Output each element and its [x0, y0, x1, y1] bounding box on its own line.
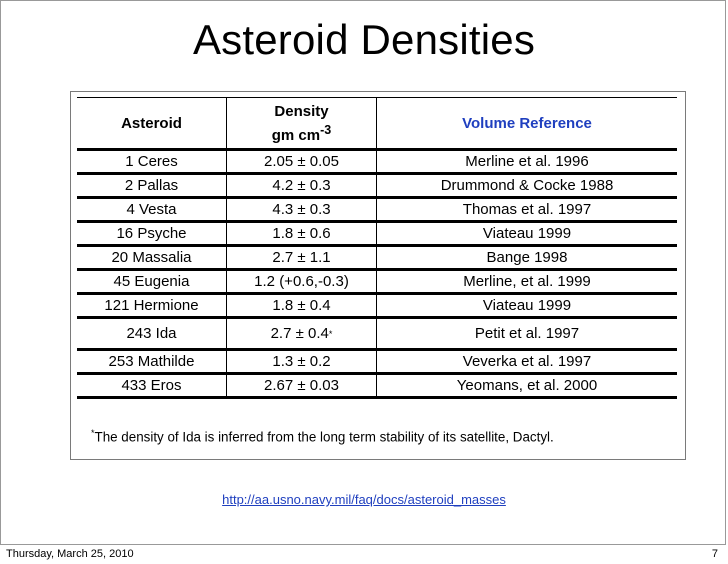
- cell-density: [227, 271, 377, 292]
- slide-title: Asteroid Densities: [192, 16, 536, 63]
- cell-density-value: 4.3 ± 0.3: [272, 201, 331, 218]
- cell-density: [227, 375, 377, 396]
- table-row: [77, 223, 677, 247]
- cell-asteroid: 121 Hermione: [77, 295, 227, 316]
- footer-date: Thursday, March 25, 2010: [6, 548, 134, 560]
- cell-reference: Merline et al. 1996: [465, 153, 589, 170]
- cell-density: [227, 223, 377, 244]
- cell-density-value: 1.2 (+0.6,-0.3): [254, 273, 349, 290]
- cell-reference: Bange 1998: [486, 249, 568, 266]
- cell-asteroid: 16 Psyche: [77, 223, 227, 244]
- header-density-unit: gm $cm^{-3}$: [271, 122, 332, 144]
- cell-asteroid: 45 Eugenia: [77, 271, 227, 292]
- cell-asteroid: 1 Ceres: [77, 151, 227, 172]
- footnote-mark: *: [91, 428, 95, 438]
- cell-reference: Thomas et al. 1997: [462, 201, 592, 218]
- cell-density: [227, 295, 377, 316]
- cell-density-value: 4.2 ± 0.3: [272, 177, 331, 194]
- table-header: [77, 97, 677, 151]
- cell-asteroid: 253 Mathilde: [77, 351, 227, 372]
- cell-reference: Petit et al. 1997: [474, 325, 580, 342]
- density-footnote-mark: *: [328, 328, 333, 339]
- cell-density: [227, 199, 377, 220]
- table-row: [77, 295, 677, 319]
- table-row: [77, 271, 677, 295]
- cell-density-value: 2.05 ± 0.05: [264, 153, 339, 170]
- cell-density-value: 2.67 ± 0.03: [264, 377, 339, 394]
- table-row: [77, 151, 677, 175]
- header-reference: Volume Reference: [462, 114, 592, 132]
- header-density: [227, 98, 377, 148]
- cell-density-value: 2.7 ± 0.4: [270, 325, 329, 342]
- cell-asteroid: 4 Vesta: [77, 199, 227, 220]
- cell-asteroid: 2 Pallas: [77, 175, 227, 196]
- table-row: [77, 319, 677, 351]
- cell-reference: Yeomans, et al. 2000: [456, 377, 598, 394]
- cell-density: [227, 319, 377, 348]
- cell-density: [227, 175, 377, 196]
- cell-density-value: 1.3 ± 0.2: [272, 353, 331, 370]
- source-link[interactable]: http://aa.usno.navy.mil/faq/docs/asteroid_masses: [222, 492, 506, 507]
- table-body: [77, 151, 677, 399]
- cell-asteroid: 433 Eros: [77, 375, 227, 396]
- page-number: 7: [711, 548, 718, 560]
- header-asteroid: Asteroid: [77, 98, 227, 148]
- table-row: [77, 375, 677, 399]
- cell-reference: Viateau 1999: [482, 297, 572, 314]
- density-table: [77, 97, 677, 399]
- header-density-label: Density: [274, 102, 329, 120]
- cell-density-value: 2.7 ± 1.1: [272, 249, 331, 266]
- table-row: [77, 175, 677, 199]
- cell-asteroid: 243 Ida: [77, 319, 227, 348]
- cell-density-value: 1.8 ± 0.6: [272, 225, 331, 242]
- table-row: [77, 199, 677, 223]
- cell-reference: Viateau 1999: [482, 225, 572, 242]
- cell-density: [227, 247, 377, 268]
- cell-asteroid: 20 Massalia: [77, 247, 227, 268]
- footnote-text: The density of Ida is inferred from the long term stability of its satellite, Dactyl.: [94, 429, 554, 445]
- table-row: [77, 351, 677, 375]
- cell-density: [227, 351, 377, 372]
- density-table-image: [70, 91, 686, 460]
- cell-density-value: 1.8 ± 0.4: [272, 297, 331, 314]
- cell-density: [227, 151, 377, 172]
- footnote: [91, 428, 554, 444]
- table-row: [77, 247, 677, 271]
- cell-reference: Drummond & Cocke 1988: [440, 177, 614, 194]
- cell-reference: Merline, et al. 1999: [463, 273, 591, 290]
- cell-reference: Veverka et al. 1997: [462, 353, 592, 370]
